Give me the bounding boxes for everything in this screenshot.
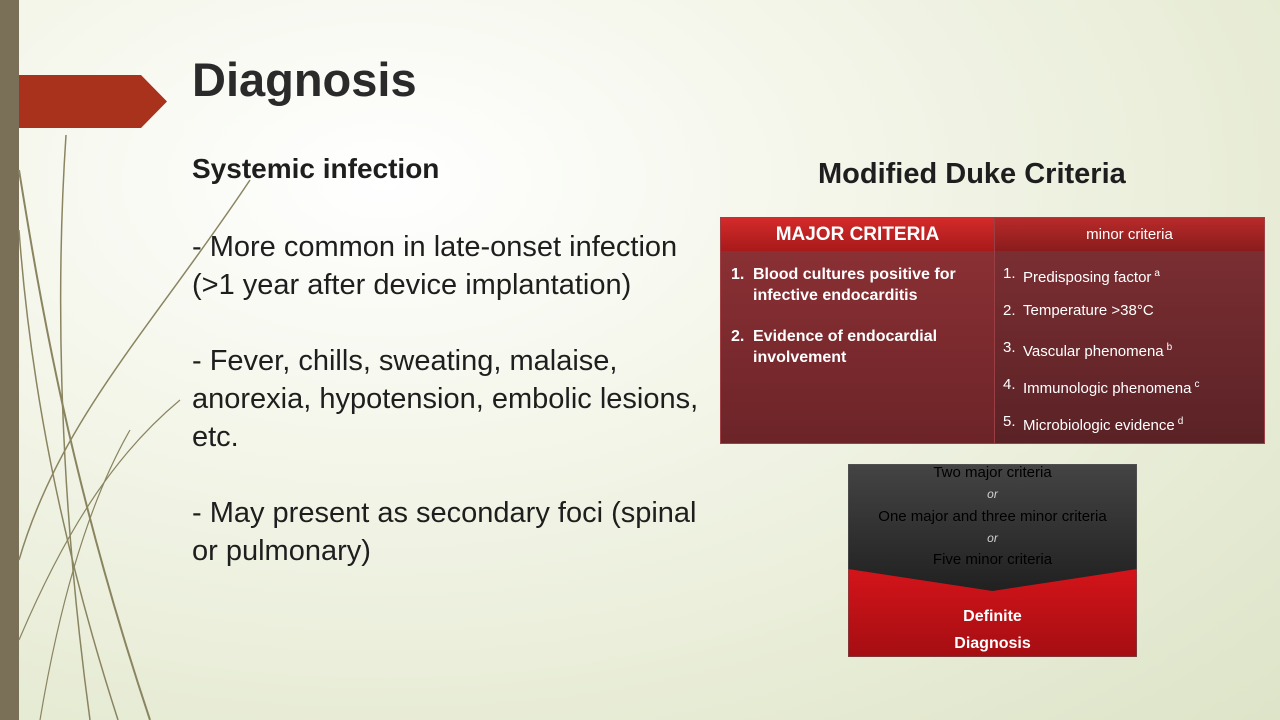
definite-diagnosis-box (848, 464, 1137, 657)
title-accent-arrow (19, 75, 167, 128)
criterion-text: Evidence of endocardial involvement (753, 328, 938, 366)
criterion-number: 1. (731, 266, 745, 283)
duke-criteria-title: Modified Duke Criteria (818, 158, 1126, 190)
criterion-text: Immunologic phenomena (1023, 380, 1192, 397)
column-divider (994, 218, 995, 443)
criterion-number: 2. (1003, 302, 1016, 319)
major-criteria-column (721, 251, 994, 443)
criterion-number: 2. (731, 328, 745, 345)
footnote-marker: a (1154, 268, 1160, 279)
duke-criteria-table (720, 217, 1265, 444)
bullet-item: - Fever, chills, sweating, malaise, anorexia, hypotension, embolic lesions, etc. (192, 345, 699, 453)
criterion-number: 4. (1003, 376, 1016, 393)
diagnosis-or: or (987, 531, 998, 545)
minor-criterion (1003, 375, 1261, 399)
major-criterion (731, 264, 989, 306)
criterion-text: Vascular phenomena (1023, 343, 1164, 360)
major-criterion (731, 326, 989, 368)
criterion-text: Temperature >38°C (1023, 302, 1154, 319)
minor-criterion (1003, 301, 1261, 321)
left-sidebar-bar (0, 0, 19, 720)
diagnosis-condition: One major and three minor criteria (878, 508, 1107, 525)
diagnosis-result-line: Definite (963, 608, 1022, 625)
diagnosis-condition: Five minor criteria (932, 551, 1053, 568)
left-content (192, 150, 712, 608)
footnote-marker: d (1177, 416, 1184, 427)
diagnosis-or: or (987, 487, 998, 501)
diagnosis-result-line: Diagnosis (954, 635, 1031, 652)
bullet-item: - More common in late-onset infection (>1 year after device implantation) (192, 231, 678, 301)
criterion-number: 1. (1003, 265, 1016, 282)
section-heading: Systemic infection (192, 153, 440, 184)
criterion-number: 3. (1003, 339, 1016, 356)
footnote-marker: c (1194, 379, 1200, 390)
minor-criterion (1003, 264, 1261, 288)
minor-criterion (1003, 412, 1261, 436)
minor-criteria-header: minor criteria (995, 218, 1264, 251)
slide-title: Diagnosis (192, 53, 417, 106)
diagnosis-condition: Two major criteria (933, 464, 1052, 481)
criterion-text: Blood cultures positive for infective endocarditis (753, 266, 956, 304)
criterion-text: Predisposing factor (1023, 269, 1152, 286)
minor-criteria-column (995, 251, 1264, 443)
footnote-marker: b (1166, 342, 1173, 353)
criterion-number: 5. (1003, 413, 1016, 430)
bullet-item: - May present as secondary foci (spinal or pulmonary) (192, 497, 697, 567)
criterion-text: Microbiologic evidence (1023, 417, 1175, 434)
major-criteria-header: MAJOR CRITERIA (721, 218, 994, 251)
minor-criterion (1003, 338, 1261, 362)
